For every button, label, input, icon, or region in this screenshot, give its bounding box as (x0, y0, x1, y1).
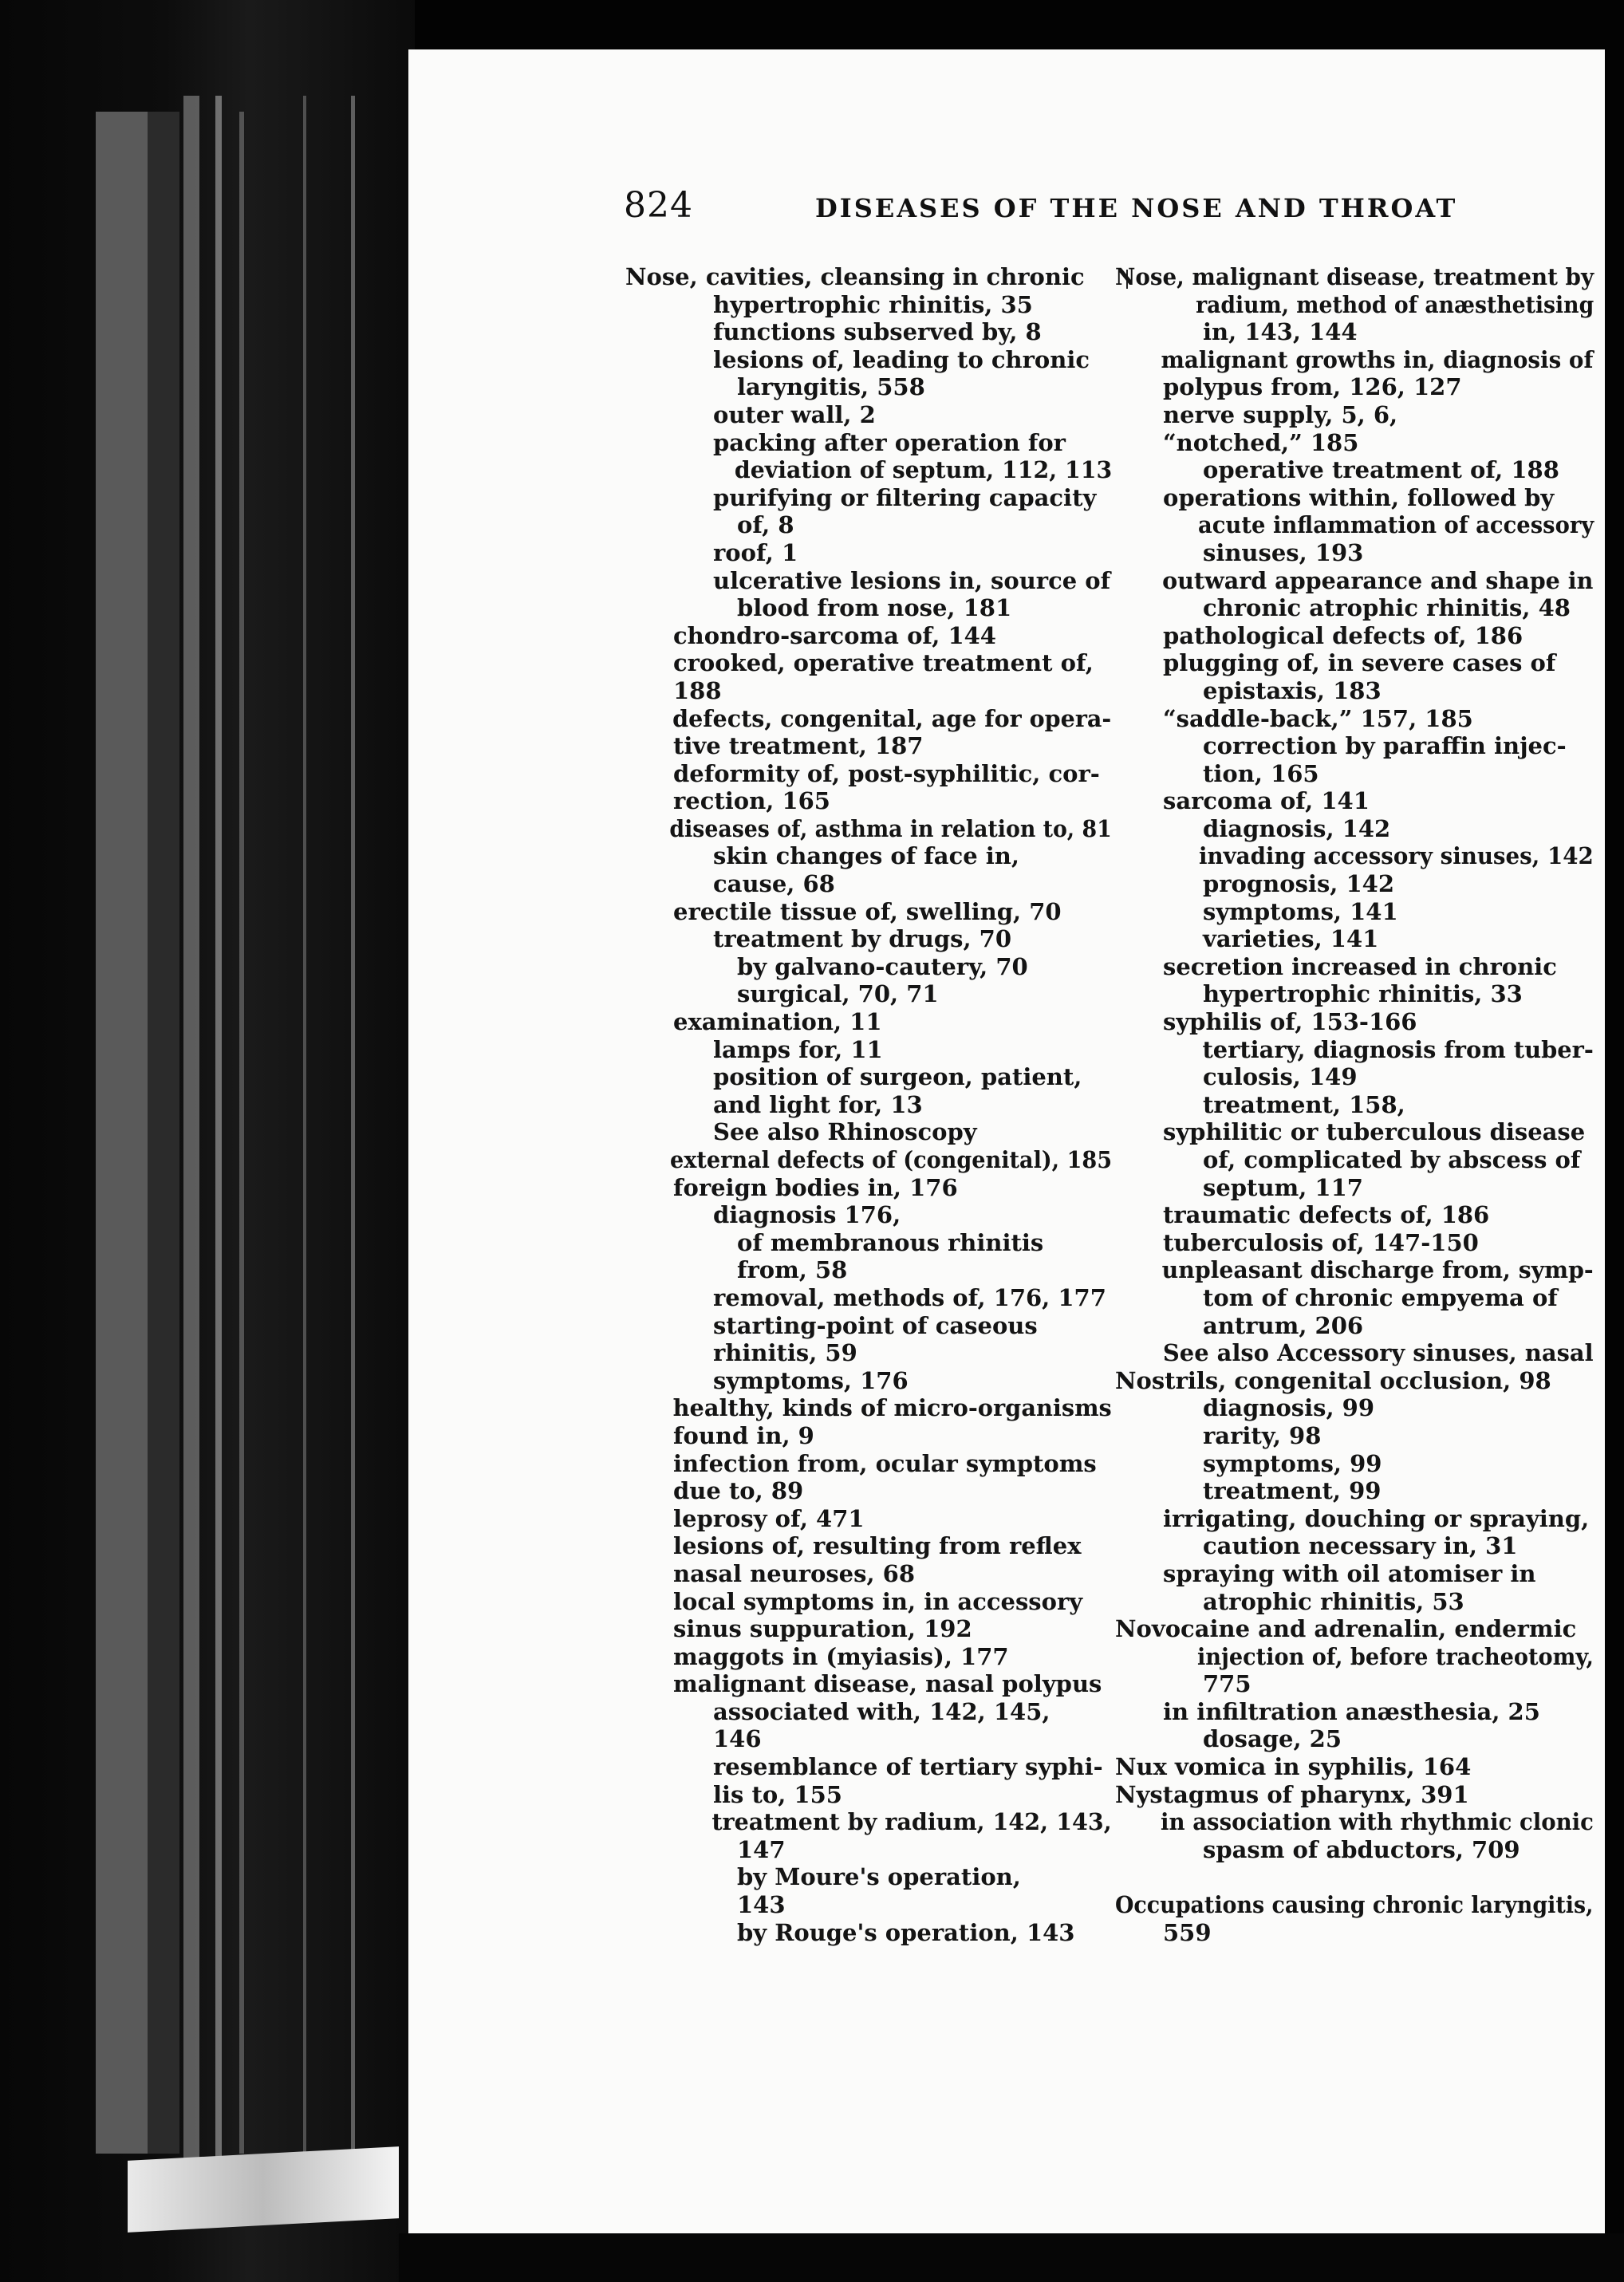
index-entry: local symptoms in, in accessory (673, 1587, 1083, 1615)
index-entry: in association with rhythmic clonic (1161, 1808, 1594, 1836)
index-entry: rection, 165 (673, 787, 830, 815)
film-stripe (351, 96, 355, 2170)
running-title: DISEASES OF THE NOSE AND THROAT (815, 193, 1458, 223)
index-entry: leprosy of, 471 (673, 1504, 865, 1532)
index-entry: tion, 165 (1203, 759, 1319, 787)
index-entry: position of surgeon, patient, (713, 1063, 1082, 1091)
index-entry: unpleasant discharge from, symp- (1161, 1256, 1594, 1284)
index-entry: due to, 89 (673, 1477, 804, 1505)
index-entry: sinus suppuration, 192 (673, 1615, 972, 1643)
index-entry: symptoms, 99 (1203, 1449, 1382, 1477)
index-entry: outer wall, 2 (713, 400, 876, 428)
index-entry: operative treatment of, 188 (1203, 456, 1559, 484)
index-entry: functions subserved by, 8 (713, 318, 1042, 346)
book-binding-edge (128, 2146, 399, 2233)
index-entry: by Moure's operation, (737, 1863, 1021, 1891)
index-entry: See also Rhinoscopy (713, 1118, 977, 1146)
index-entry: foreign bodies in, 176 (673, 1173, 958, 1201)
index-entry: culosis, 149 (1203, 1063, 1358, 1091)
index-entry: “notched,” 185 (1163, 428, 1359, 456)
index-entry: treatment, 99 (1203, 1477, 1382, 1505)
index-entry: outward appearance and shape in (1162, 566, 1594, 594)
index-entry: tom of chronic empyema of (1203, 1283, 1558, 1311)
index-entry: by galvano-cautery, 70 (737, 952, 1028, 980)
index-entry: blood from nose, 181 (737, 594, 1012, 622)
index-entry: 188 (673, 676, 722, 704)
index-entry: “saddle-back,” 157, 185 (1163, 704, 1473, 732)
index-entry: pathological defects of, 186 (1163, 621, 1523, 649)
index-entry: malignant growths in, diagnosis of (1161, 345, 1594, 373)
film-stripe (303, 96, 306, 2170)
index-entry: of, complicated by abscess of (1203, 1146, 1581, 1173)
index-entry: lis to, 155 (713, 1780, 842, 1808)
index-entry: treatment by drugs, 70 (713, 925, 1012, 953)
index-entry: by Rouge's operation, 143 (737, 1918, 1075, 1946)
index-entry: surgical, 70, 71 (737, 980, 939, 1008)
index-entry: syphilis of, 153-166 (1163, 1008, 1417, 1036)
index-entry: Nux vomica in syphilis, 164 (1115, 1753, 1472, 1781)
index-entry: Nose, cavities, cleansing in chronic (625, 263, 1085, 290)
index-entry: sinuses, 193 (1203, 538, 1364, 566)
index-entry: purifying or filtering capacity (713, 483, 1097, 511)
index-entry: packing after operation for (713, 428, 1066, 456)
index-entry: Novocaine and adrenalin, endermic (1115, 1615, 1577, 1643)
index-entry: caution necessary in, 31 (1203, 1532, 1518, 1560)
index-entry: treatment, 158, (1203, 1090, 1405, 1118)
index-entry: deviation of septum, 112, 113 (734, 456, 1113, 484)
index-entry: of membranous rhinitis (737, 1228, 1044, 1256)
index-entry: traumatic defects of, 186 (1163, 1201, 1490, 1229)
index-entry: operations within, followed by (1163, 483, 1555, 511)
index-entry: associated with, 142, 145, (713, 1697, 1050, 1725)
index-entry: defects, congenital, age for opera- (672, 704, 1112, 732)
index-entry: diagnosis, 99 (1203, 1394, 1375, 1422)
index-entry: 559 (1163, 1918, 1212, 1946)
index-entry: hypertrophic rhinitis, 33 (1203, 980, 1523, 1008)
film-stripe (148, 112, 179, 2154)
index-entry: resemblance of tertiary syphi- (713, 1753, 1103, 1781)
index-entry: diseases of, asthma in relation to, 81 (669, 814, 1112, 842)
index-entry: correction by paraffin injec- (1203, 732, 1567, 760)
index-entry: treatment by radium, 142, 143, (711, 1808, 1112, 1836)
index-entry: nerve supply, 5, 6, (1163, 400, 1398, 428)
index-entry: acute inflammation of accessory (1197, 511, 1594, 539)
index-entry: secretion increased in chronic (1163, 952, 1557, 980)
index-entry: 146 (713, 1725, 762, 1753)
index-column-left (625, 263, 1112, 1946)
index-entry: diagnosis, 142 (1203, 814, 1391, 842)
page-header (624, 185, 1458, 241)
index-entry: in infiltration anæsthesia, 25 (1163, 1697, 1540, 1725)
index-entry: laryngitis, 558 (737, 373, 925, 401)
index-entry: removal, methods of, 176, 177 (713, 1283, 1106, 1311)
film-stripe (239, 112, 244, 2154)
index-entry: tertiary, diagnosis from tuber- (1202, 1035, 1594, 1063)
index-entry: chondro-sarcoma of, 144 (673, 621, 996, 649)
index-entry: radium, method of anæsthetising (1196, 290, 1594, 318)
index-entry: antrum, 206 (1203, 1311, 1364, 1339)
index-entry: external defects of (congenital), 185 (670, 1146, 1113, 1173)
index-entry: deformity of, post-syphilitic, cor- (673, 759, 1100, 787)
index-entry: erectile tissue of, swelling, 70 (673, 897, 1062, 925)
index-entry: spraying with oil atomiser in (1163, 1559, 1536, 1587)
scan-bottom-border (399, 2233, 1624, 2282)
index-entry: syphilitic or tuberculous disease (1163, 1118, 1586, 1146)
index-entry: rarity, 98 (1203, 1421, 1322, 1449)
index-entry: of, 8 (737, 511, 794, 539)
film-stripe (215, 96, 222, 2170)
index-entry: varieties, 141 (1203, 925, 1379, 953)
index-entry: plugging of, in severe cases of (1163, 649, 1556, 677)
index-entry: polypus from, 126, 127 (1163, 373, 1462, 401)
index-entry: tuberculosis of, 147-150 (1163, 1228, 1479, 1256)
index-entry: roof, 1 (713, 538, 798, 566)
index-entry: septum, 117 (1203, 1173, 1363, 1201)
index-entry: irrigating, douching or spraying, (1163, 1504, 1590, 1532)
index-entry: invading accessory sinuses, 142 (1198, 842, 1594, 870)
index-entry: lesions of, resulting from reflex (673, 1532, 1082, 1560)
microfilm-left-margin (0, 0, 415, 2282)
scan-right-border (1605, 0, 1624, 2282)
index-entry: symptoms, 176 (713, 1366, 909, 1394)
index-entry: infection from, ocular symptoms (673, 1449, 1097, 1477)
index-entry: diagnosis 176, (713, 1201, 901, 1229)
index-entry: Nystagmus of pharynx, 391 (1115, 1780, 1469, 1808)
index-entry: maggots in (myiasis), 177 (673, 1642, 1009, 1670)
index-entry: lamps for, 11 (713, 1035, 883, 1063)
index-entry: prognosis, 142 (1203, 870, 1395, 898)
index-entry: injection of, before tracheotomy, (1196, 1642, 1594, 1670)
index-entry: symptoms, 141 (1203, 897, 1398, 925)
index-entry: sarcoma of, 141 (1163, 787, 1370, 815)
index-entry: tive treatment, 187 (673, 732, 924, 760)
index-entry: epistaxis, 183 (1203, 676, 1382, 704)
index-entry: from, 58 (737, 1256, 848, 1284)
page-number: 824 (624, 185, 693, 226)
index-entry: healthy, kinds of micro-organisms (672, 1394, 1112, 1422)
index-entry: 143 (737, 1891, 786, 1919)
index-entry: 775 (1203, 1670, 1252, 1698)
index-entry: ulcerative lesions in, source of (713, 566, 1111, 594)
index-entry: Nose, malignant disease, treatment by (1115, 263, 1594, 290)
index-entry: Occupations causing chronic laryngitis, (1115, 1891, 1594, 1919)
index-entry: found in, 9 (673, 1421, 814, 1449)
index-entry: skin changes of face in, (713, 842, 1019, 870)
index-entry: dosage, 25 (1203, 1725, 1342, 1753)
index-entry: starting-point of caseous (713, 1311, 1038, 1339)
index-entry: examination, 11 (673, 1008, 882, 1036)
index-entry: and light for, 13 (713, 1090, 923, 1118)
index-entry: cause, 68 (713, 870, 835, 898)
index-entry: nasal neuroses, 68 (673, 1559, 915, 1587)
index-column-right (1115, 263, 1594, 1946)
index-entry: Nostrils, congenital occlusion, 98 (1115, 1366, 1551, 1394)
index-entry: in, 143, 144 (1203, 318, 1358, 346)
index-entry: crooked, operative treatment of, (673, 649, 1094, 677)
index-entry: rhinitis, 59 (713, 1339, 857, 1367)
index-entry: lesions of, leading to chronic (713, 345, 1090, 373)
index-entry: 147 (737, 1835, 786, 1863)
index-spacer (1115, 1863, 1594, 1891)
film-stripe (183, 96, 199, 2170)
index-entry: malignant disease, nasal polypus (673, 1670, 1102, 1698)
index-entry: hypertrophic rhinitis, 35 (713, 290, 1033, 318)
index-entry: chronic atrophic rhinitis, 48 (1203, 594, 1571, 622)
film-stripe (96, 112, 152, 2154)
index-entry: spasm of abductors, 709 (1203, 1835, 1520, 1863)
index-entry: atrophic rhinitis, 53 (1203, 1587, 1464, 1615)
index-entry: See also Accessory sinuses, nasal (1162, 1339, 1594, 1367)
